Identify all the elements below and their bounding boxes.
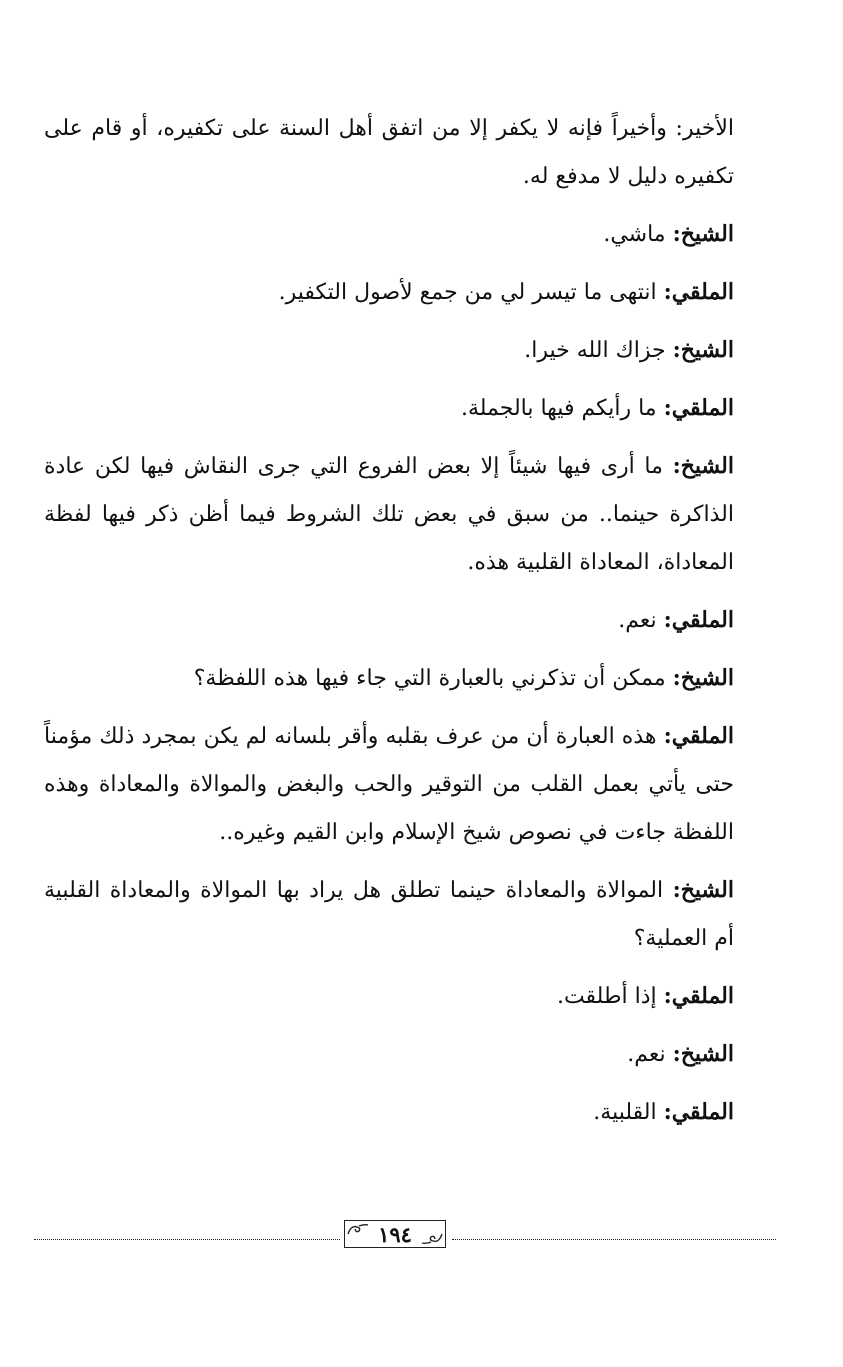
paragraph (44, 972, 734, 1021)
speaker-label: الشيخ: (672, 453, 734, 479)
paragraph-text: نعم. (627, 1042, 673, 1067)
speaker-label: الشيخ: (672, 877, 734, 903)
page-number: ١٩٤ (378, 1222, 412, 1247)
paragraph (44, 326, 734, 375)
page-footer (34, 1220, 776, 1250)
paragraph-text: القلبية. (593, 1100, 664, 1125)
paragraph (44, 654, 734, 703)
paragraph (44, 866, 734, 963)
paragraph-text: جزاك الله خيرا. (524, 338, 673, 363)
speaker-label: الملقي: (663, 1099, 734, 1125)
paragraph (44, 712, 734, 857)
paragraph (44, 1030, 734, 1079)
paragraph-text: ما رأيكم فيها بالجملة. (460, 396, 664, 421)
paragraph-text: نعم. (618, 608, 664, 633)
speaker-label: الملقي: (663, 983, 734, 1009)
paragraph (44, 442, 734, 587)
paragraph (44, 1088, 734, 1137)
frame-ornament-icon (421, 1233, 443, 1245)
page-number-frame (344, 1220, 446, 1248)
speaker-label: الشيخ: (672, 665, 734, 691)
speaker-label: الملقي: (663, 279, 734, 305)
paragraph (44, 268, 734, 317)
paragraph-text: ماشي. (603, 222, 673, 247)
paragraph-text: إذا أطلقت. (556, 984, 664, 1009)
dialogue-text (44, 104, 734, 1137)
paragraph (44, 384, 734, 433)
footer-divider-left (34, 1239, 340, 1240)
paragraph-text: هذه العبارة أن من عرف بقلبه وأقر بلسانه لم يكن بمجرد ذلك مؤمناً حتى يأتي بعمل القلب من التوقير والحب والبغض والموالاة والمعاداة وهذه اللفظة جاءت في نصوص شيخ الإسلام وابن القيم وغيره.. (44, 724, 734, 845)
paragraph-text: ما أرى فيها شيئاً إلا بعض الفروع التي جرى النقاش فيها لكن عادة الذاكرة حينما.. من سبق في بعض تلك الشروط فيما أظن ذكر فيها لفظة المعاداة، المعاداة القلبية هذه. (44, 454, 734, 575)
speaker-label: الشيخ: (672, 1041, 734, 1067)
paragraph-text: الموالاة والمعاداة حينما تطلق هل يراد بها الموالاة والمعاداة القلبية أم العملية؟ (44, 878, 734, 951)
speaker-label: الملقي: (663, 607, 734, 633)
paragraph-text: الأخير: وأخيراً فإنه لا يكفر إلا من اتفق أهل السنة على تكفيره، أو قام على تكفيره دليل لا مدفع له. (44, 116, 734, 189)
paragraph-text: انتهى ما تيسر لي من جمع لأصول التكفير. (278, 280, 664, 305)
paragraph-text: ممكن أن تذكرني بالعبارة التي جاء فيها هذه اللفظة؟ (193, 666, 673, 691)
footer-divider-right (452, 1239, 776, 1240)
speaker-label: الشيخ: (672, 337, 734, 363)
speaker-label: الملقي: (663, 723, 734, 749)
speaker-label: الملقي: (663, 395, 734, 421)
paragraph (44, 596, 734, 645)
paragraph (44, 210, 734, 259)
speaker-label: الشيخ: (672, 221, 734, 247)
paragraph (44, 104, 734, 201)
